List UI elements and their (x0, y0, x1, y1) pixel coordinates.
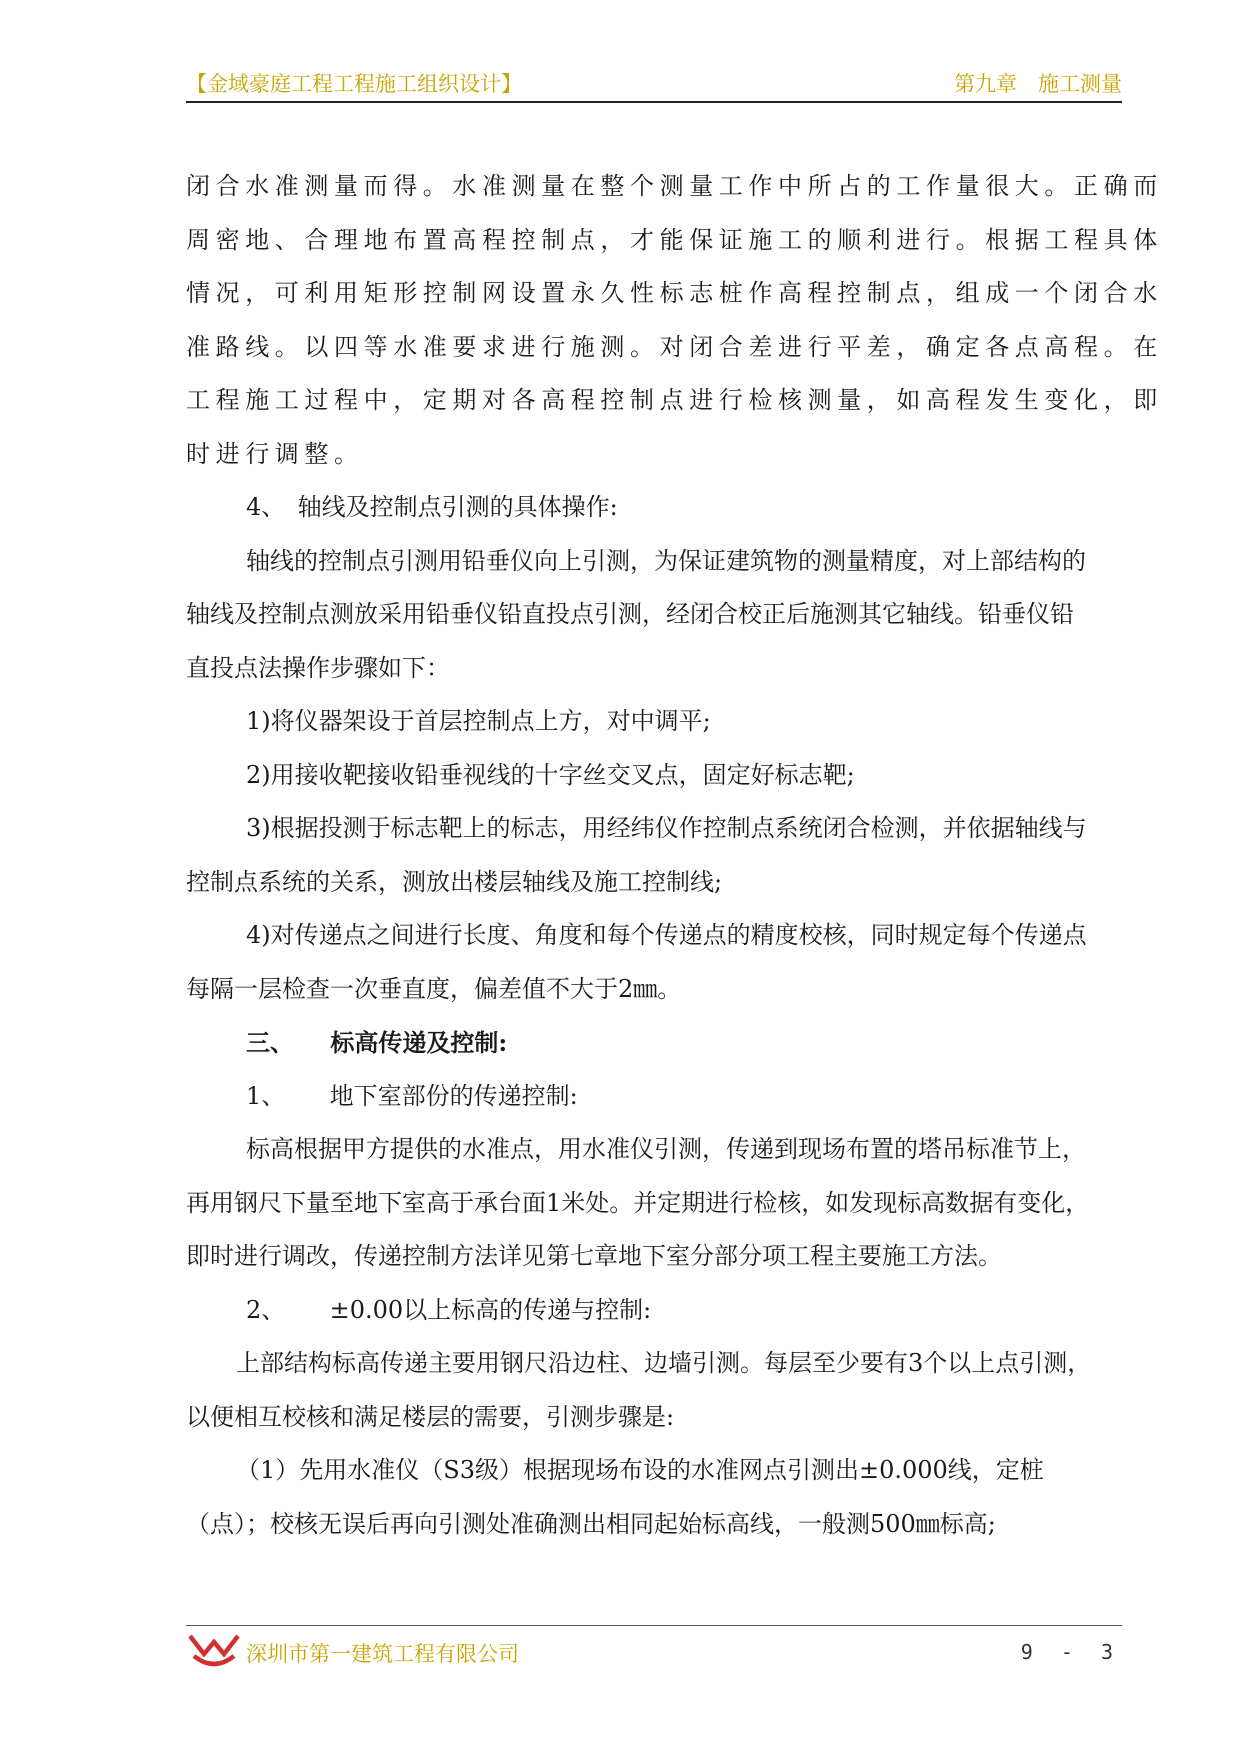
body-line: 上部结构标高传递主要用钢尺沿边柱、边墙引测。每层至少要有3个以上点引测， (236, 1349, 1092, 1377)
body-line: 周密地、合理地布置高程控制点，才能保证施工的顺利进行。根据工程具体 (186, 225, 1163, 254)
step-1: 1)将仪器架设于首层控制点上方，对中调平; (246, 707, 711, 735)
company-logo-icon (188, 1632, 240, 1668)
body-line: 闭合水准测量而得。水准测量在整个测量工作中所占的工作量很大。正确而 (186, 172, 1163, 200)
page-header (186, 68, 1122, 102)
sub-number: 1、 (246, 1081, 286, 1110)
body-line: 再用钢尺下量至地下室高于承台面1米处。并定期进行检核，如发现标高数据有变化， (186, 1188, 1090, 1217)
section-number: 三、 (246, 1028, 294, 1057)
header-divider (186, 101, 1122, 103)
sub-1-heading (186, 1070, 1122, 1124)
body-line: 即时进行调改，传递控制方法详见第七章地下室分部分项工程主要施工方法。 (186, 1242, 1002, 1270)
item-4-heading (186, 481, 1122, 535)
sub-title: 地下室部份的传递控制: (329, 1081, 578, 1110)
body-line: 时进行调整。 (186, 439, 364, 468)
item-title: 轴线及控制点引测的具体操作: (297, 493, 618, 521)
step-4-cont: 每隔一层检查一次垂直度，偏差值不大于2㎜。 (186, 974, 682, 1003)
sub-number: 2、 (246, 1295, 286, 1324)
page-number: 9 - 3 (1020, 1640, 1121, 1664)
body-line: 轴线及控制点测放采用铅垂仪铅直投点引测，经闭合校正后施测其它轴线。铅垂仪铅 (186, 600, 1074, 628)
step-3: 3)根据投测于标志靶上的标志，用经纬仪作控制点系统闭合检测，并依据轴线与 (246, 814, 1087, 842)
step-2: 2)用接收靶接收铅垂视线的十字丝交叉点，固定好标志靶; (246, 760, 855, 789)
document-title: 【金域豪庭工程工程施工组织设计】 (186, 72, 522, 96)
body-line: 情况，可利用矩形控制网设置永久性标志桩作高程控制点，组成一个闭合水 (186, 279, 1163, 307)
chapter-title: 第九章 施工测量 (954, 72, 1122, 96)
step-4: 4)对传递点之间进行长度、角度和每个传递点的精度校核，同时规定每个传递点 (246, 921, 1087, 949)
section-title: 标高传递及控制: (330, 1028, 508, 1057)
body-line: 准路线。以四等水准要求进行施测。对闭合差进行平差，确定各点高程。在 (186, 332, 1163, 361)
step-5: （1）先用水准仪（S3级）根据现场布设的水准网点引测出±0.000线，定桩 (236, 1456, 1044, 1484)
body-line: 工程施工过程中，定期对各高程控制点进行检核测量，如高程发生变化，即 (186, 386, 1163, 414)
page-body (186, 160, 1163, 1551)
sub-2-heading (186, 1284, 1122, 1338)
body-line: 轴线的控制点引测用铅垂仪向上引测，为保证建筑物的测量精度，对上部结构的 (246, 546, 1086, 575)
footer-divider (186, 1625, 1122, 1626)
section-3-heading (186, 1016, 1122, 1070)
body-line: 直投点法操作步骤如下： (186, 653, 450, 682)
item-number: 4、 (246, 493, 286, 521)
step-5-cont: （点）；校核无误后再向引测处准确测出相同起始标高线，一般测500㎜标高; (186, 1509, 996, 1538)
body-line: 标高根据甲方提供的水准点，用水准仪引测，传递到现场布置的塔吊标准节上， (246, 1135, 1086, 1163)
body-line: 以便相互校核和满足楼层的需要，引测步骤是: (186, 1402, 675, 1431)
company-name: 深圳市第一建筑工程有限公司 (246, 1642, 519, 1666)
sub-title: ±0.00以上标高的传递与控制: (329, 1295, 652, 1324)
step-3-cont: 控制点系统的关系，测放出楼层轴线及施工控制线; (186, 867, 723, 896)
